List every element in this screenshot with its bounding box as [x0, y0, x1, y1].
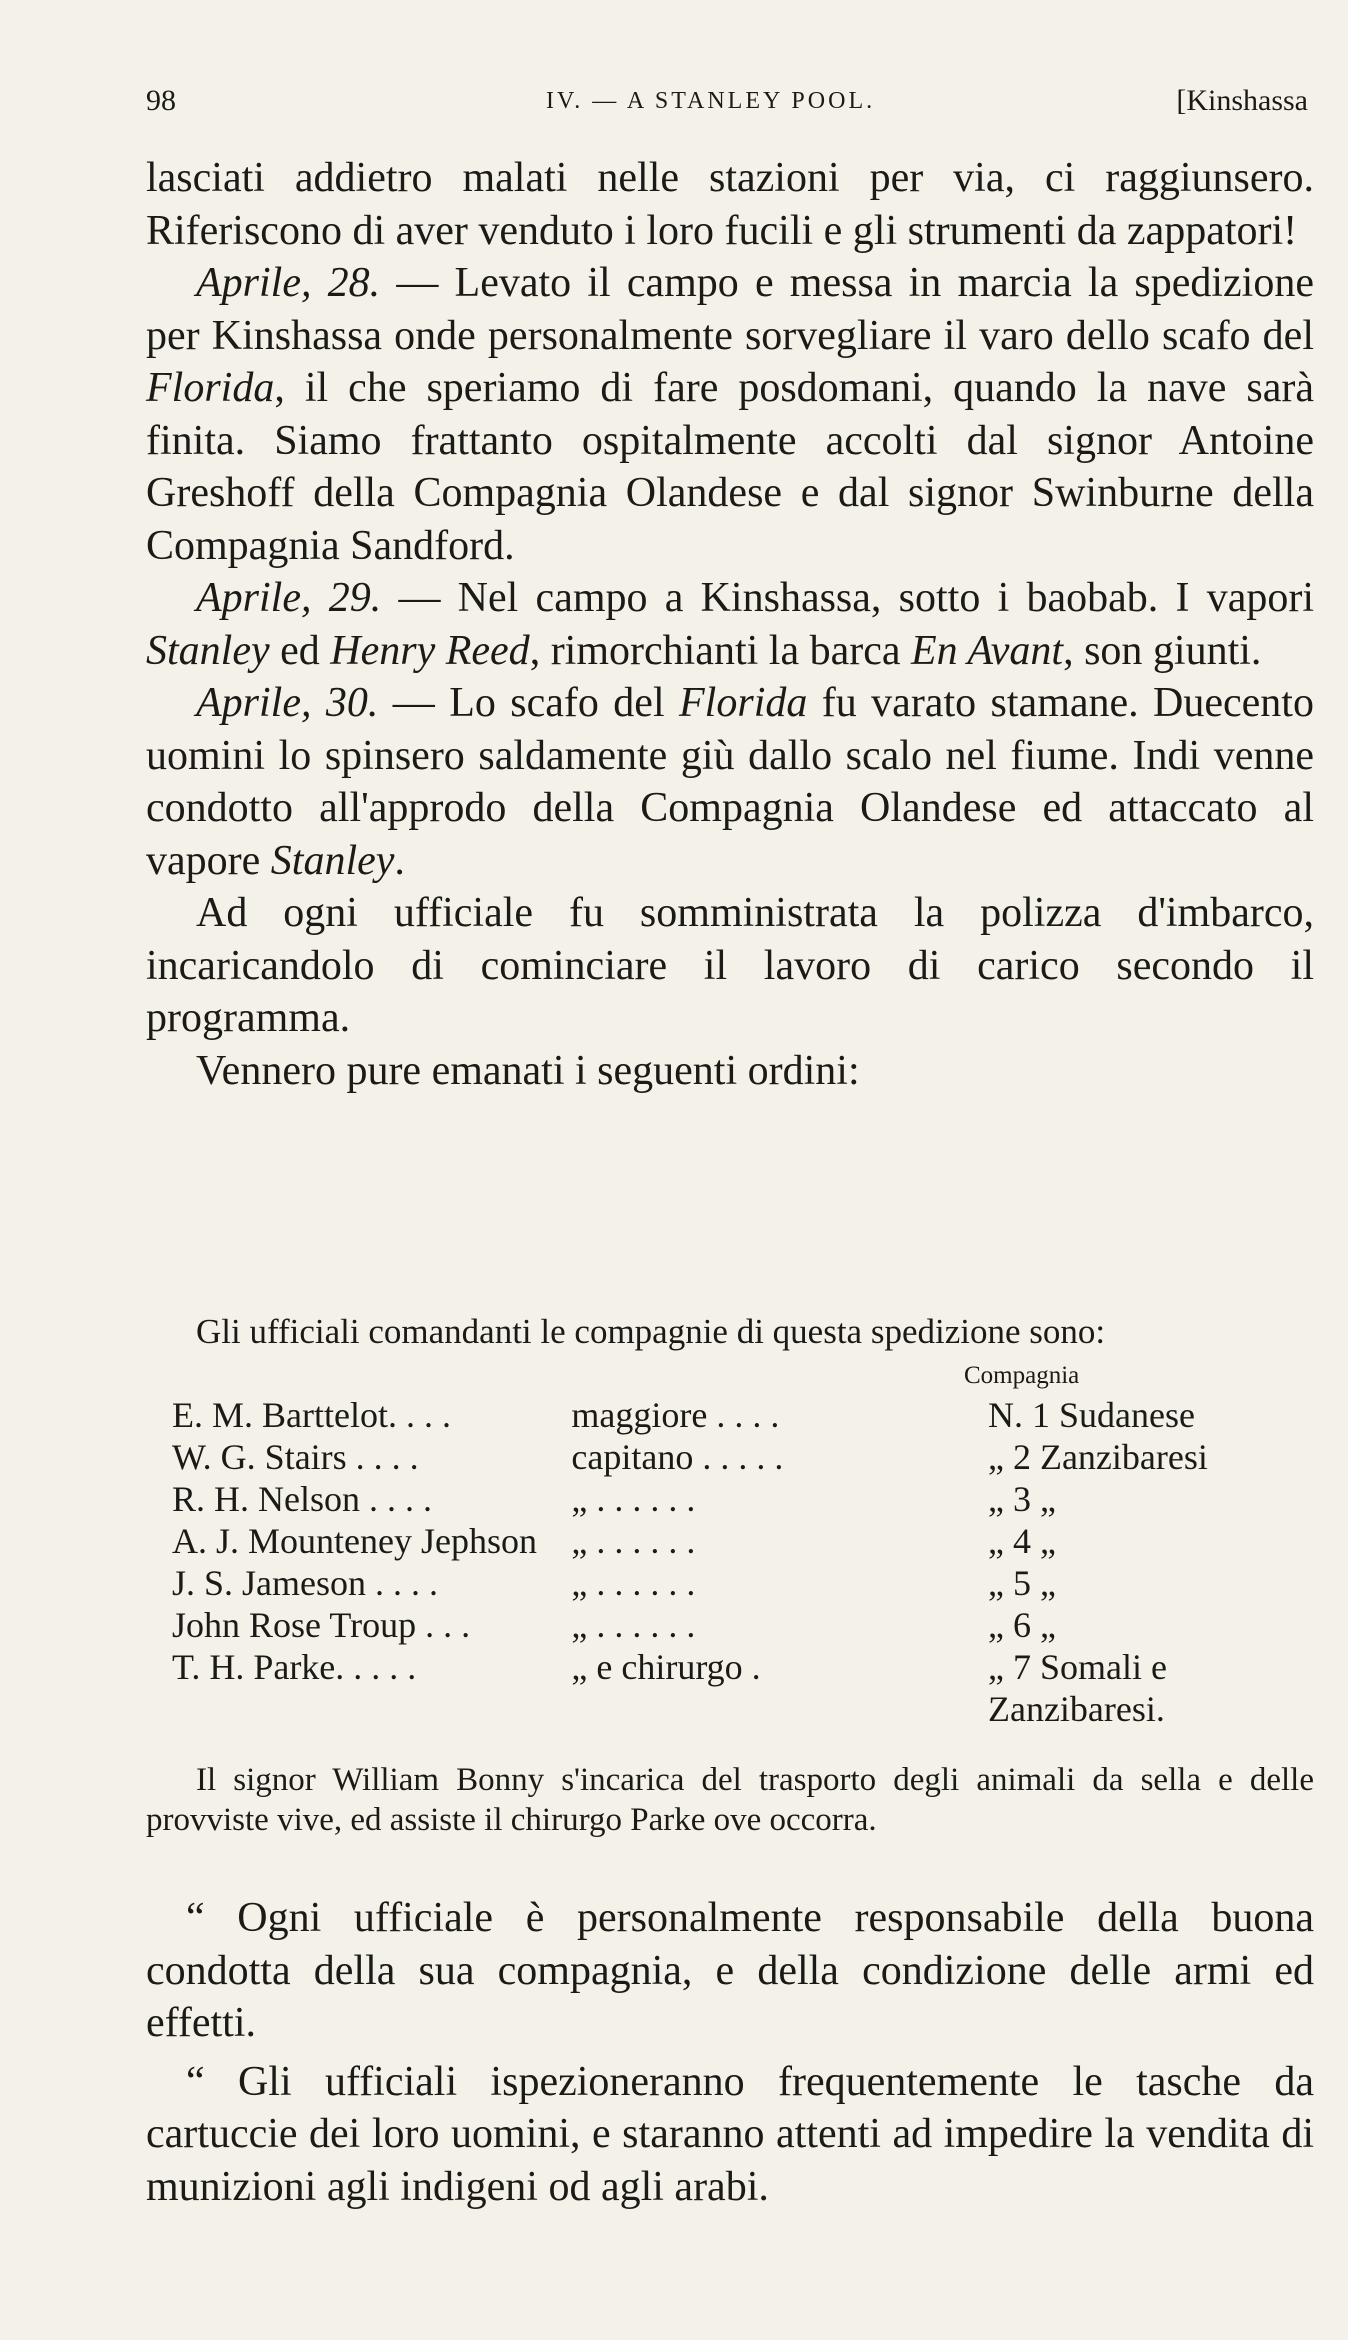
officer-company: N. 1 Sudanese: [987, 1395, 1195, 1435]
table-row: [172, 1646, 1326, 1688]
entry-text: , son giunti.: [1063, 627, 1262, 674]
ship-name: En Avant: [911, 627, 1064, 674]
officer-name: W. G. Stairs . . . .: [172, 1437, 419, 1477]
entry-text: , il che speriamo di fare posdomani, quando la nave sarà finita. Siamo frattanto ospitalmente accolti dal signor Antoine Greshoff della Compagnia Olandese e dal signor Swinburne della Compagnia Sandford.: [146, 365, 1314, 569]
officer-company: „ 7 Somali e: [987, 1647, 1167, 1687]
officer-rank: „ . . . . . .: [571, 1605, 696, 1645]
table-row: [172, 1562, 1326, 1604]
diary-entry-april-29: [146, 572, 1314, 677]
entry-text: ed: [269, 627, 331, 674]
main-text: [146, 152, 1314, 1097]
paragraph-continuation: lasciati addietro malati nelle stazioni per via, ci raggiunsero. Riferiscono di aver venduto i loro fucili e gli strumenti da zappatori!: [146, 155, 1314, 254]
entry-text: .: [394, 837, 405, 884]
table-row: [172, 1436, 1326, 1478]
diary-entry-april-30: [146, 677, 1314, 887]
entry-text: fu varato stamane. Duecento uomini lo spinsero saldamente giù dallo scalo nel fiume. Indi venne condotto all'approdo della Compagnia Olandese ed attaccato al vapore: [146, 680, 1314, 884]
running-title: IV. — A STANLEY POOL.: [546, 88, 876, 114]
section-label: [Kinshassa: [1176, 84, 1308, 117]
company-column-header: Compagnia: [964, 1362, 1080, 1389]
officer-rank: [571, 1688, 988, 1730]
note-text: Il signor William Bonny s'incarica del trasporto degli animali da sella e delle provviste vive, ed assiste il chirurgo Parke ove occorra.: [146, 1762, 1314, 1838]
entry-text: — Nel campo a Kinshassa, sotto i baobab. I vapori: [381, 575, 1314, 621]
page-header: [146, 84, 1318, 124]
entry-text: — Levato il campo e messa in marcia la spedizione per Kinshassa onde personalmente sorvegliare il varo dello scafo del: [146, 260, 1314, 359]
officer-rank: „ . . . . . .: [571, 1479, 696, 1519]
page-number: 98: [146, 84, 176, 117]
officer-rank: „ . . . . . .: [571, 1521, 696, 1561]
officer-rank: maggiore . . . .: [571, 1395, 780, 1435]
table-row: [172, 1604, 1326, 1646]
entry-date: Aprile, 29.: [196, 575, 382, 621]
order-paragraph: “ Ogni ufficiale è personalmente responsabile della buona condotta della sua compagnia, e della condizione delle armi ed effetti.: [146, 1895, 1314, 2046]
table-row: [172, 1394, 1326, 1436]
entry-text: , rimorchianti la barca: [529, 627, 912, 674]
paragraph-polizza: Ad ogni ufficiale fu somministrata la polizza d'imbarco, incaricandolo di cominciare il lavoro di carico secondo il programma.: [146, 890, 1314, 1041]
ship-name: Stanley: [270, 837, 395, 884]
officer-name: E. M. Barttelot. . . .: [172, 1395, 451, 1435]
entry-date: Aprile, 28.: [196, 260, 381, 306]
entry-date: Aprile, 30.: [196, 680, 379, 726]
officer-company: „ 2 Zanzibaresi: [987, 1437, 1208, 1477]
officer-name: T. H. Parke. . . . .: [172, 1647, 417, 1687]
officer-company: Zanzibaresi.: [987, 1689, 1165, 1729]
officers-intro: Gli ufficiali comandanti le compagnie di questa spedizione sono:: [196, 1312, 1106, 1351]
officer-name: A. J. Mounteney Jephson: [172, 1521, 537, 1561]
officer-name: John Rose Troup . . .: [172, 1605, 471, 1645]
table-row: [172, 1520, 1326, 1562]
ship-name: Henry Reed: [330, 627, 530, 674]
officer-name: [172, 1688, 571, 1730]
table-row: [172, 1478, 1326, 1520]
orders-section: [146, 1892, 1314, 2219]
officer-name: J. S. Jameson . . . .: [172, 1563, 439, 1603]
officer-company: „ 6 „: [987, 1605, 1056, 1645]
officer-rank: „ . . . . . .: [571, 1563, 696, 1603]
officer-company: „ 5 „: [987, 1563, 1056, 1603]
officers-table: [172, 1394, 1326, 1730]
order-paragraph: “ Gli ufficiali ispezioneranno frequentemente le tasche da cartuccie dei loro uomini, e staranno attenti ad impedire la vendita di munizioni agli indigeni od agli arabi.: [146, 2058, 1314, 2210]
officer-company: „ 4 „: [987, 1521, 1056, 1561]
table-row: [172, 1688, 1326, 1730]
bonny-note: [146, 1760, 1314, 1840]
diary-entry-april-28: [146, 257, 1314, 572]
entry-text: — Lo scafo del: [378, 680, 680, 726]
officer-rank: „ e chirurgo .: [571, 1647, 761, 1687]
officer-company: „ 3 „: [987, 1479, 1056, 1519]
ship-name: Florida: [146, 365, 275, 411]
ship-name: Stanley: [146, 627, 270, 674]
ship-name: Florida: [679, 680, 808, 726]
paragraph-ordini: Vennero pure emanati i seguenti ordini:: [196, 1047, 860, 1094]
officer-name: R. H. Nelson . . . .: [172, 1479, 432, 1519]
officer-rank: capitano . . . . .: [571, 1437, 784, 1477]
